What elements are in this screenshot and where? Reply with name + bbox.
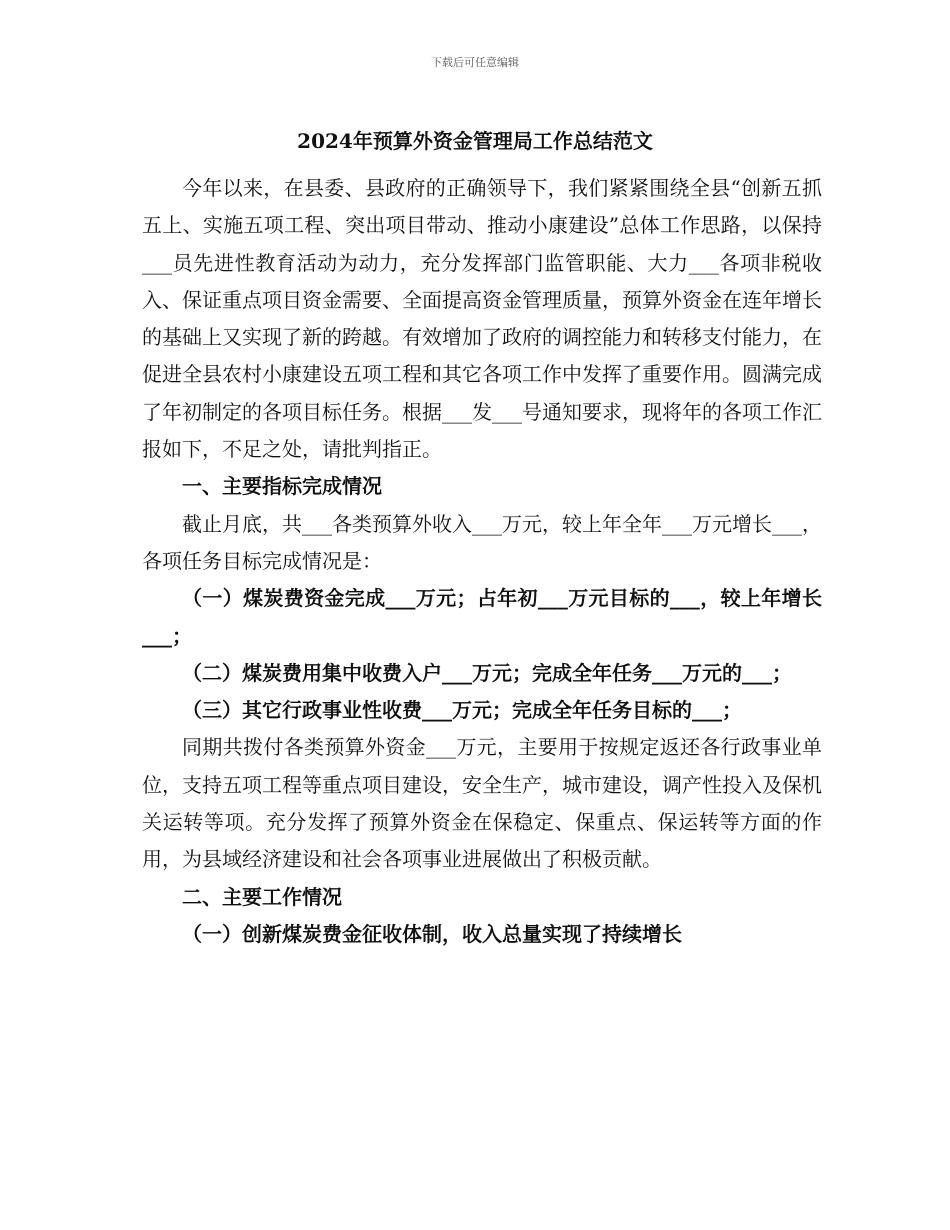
indicator-item-3: （三）其它行政事业性收费___万元；完成全年任务目标的___； [182,698,742,723]
section-heading-2: 二、主要工作情况 [182,884,342,909]
indicator-item-1: （一）煤炭费资金完成___万元；占年初___万元目标的___，较上年增长___； [142,586,822,648]
subsection-heading-1: （一）创新煤炭费金征收体制，收入总量实现了持续增长 [182,921,682,946]
document-body [142,170,822,953]
page-header: 下载后可任意编辑 [431,56,519,69]
section-heading-1: 一、主要指标完成情况 [182,474,382,499]
intro-paragraph: 今年以来，在县委、县政府的正确领导下，我们紧紧围绕全县“创新五抓五上、实施五项工程、突出项目带动、推动小康建设”总体工作思路，以保持___员先进性教育活动为动力，充分发挥部门监管职能、大力___各项非税收入、保证重点项目资金需要、全面提高资金管理质量，预算外资金在连年增长的基础上又实现了新的跨越。有效增加了政府的调控能力和转移支付能力，在促进全县农村小康建设五项工程和其它各项工作中发挥了重要作用。圆满完成了年初制定的各项目标任务。根据___发___号通知要求，现将年的各项工作汇报如下，不足之处，请批判指正。 [142,176,822,462]
indicator-summary-paragraph: 截止月底，共___各类预算外收入___万元，较上年全年___万元增长___，各项任务目标完成情况是： [142,511,822,573]
document-title: 2024年预算外资金管理局工作总结范文 [297,129,653,153]
indicator-item-2: （二）煤炭费用集中收费入户___万元；完成全年任务___万元的___； [182,660,792,685]
allocation-paragraph: 同期共拨付各类预算外资金___万元，主要用于按规定返还各行政事业单位，支持五项工程等重点项目建设，安全生产，城市建设，调产性投入及保机关运转等项。充分发挥了预算外资金在保稳定、保重点、保运转等方面的作用，为县域经济建设和社会各项事业进展做出了积极贡献。 [142,735,822,872]
